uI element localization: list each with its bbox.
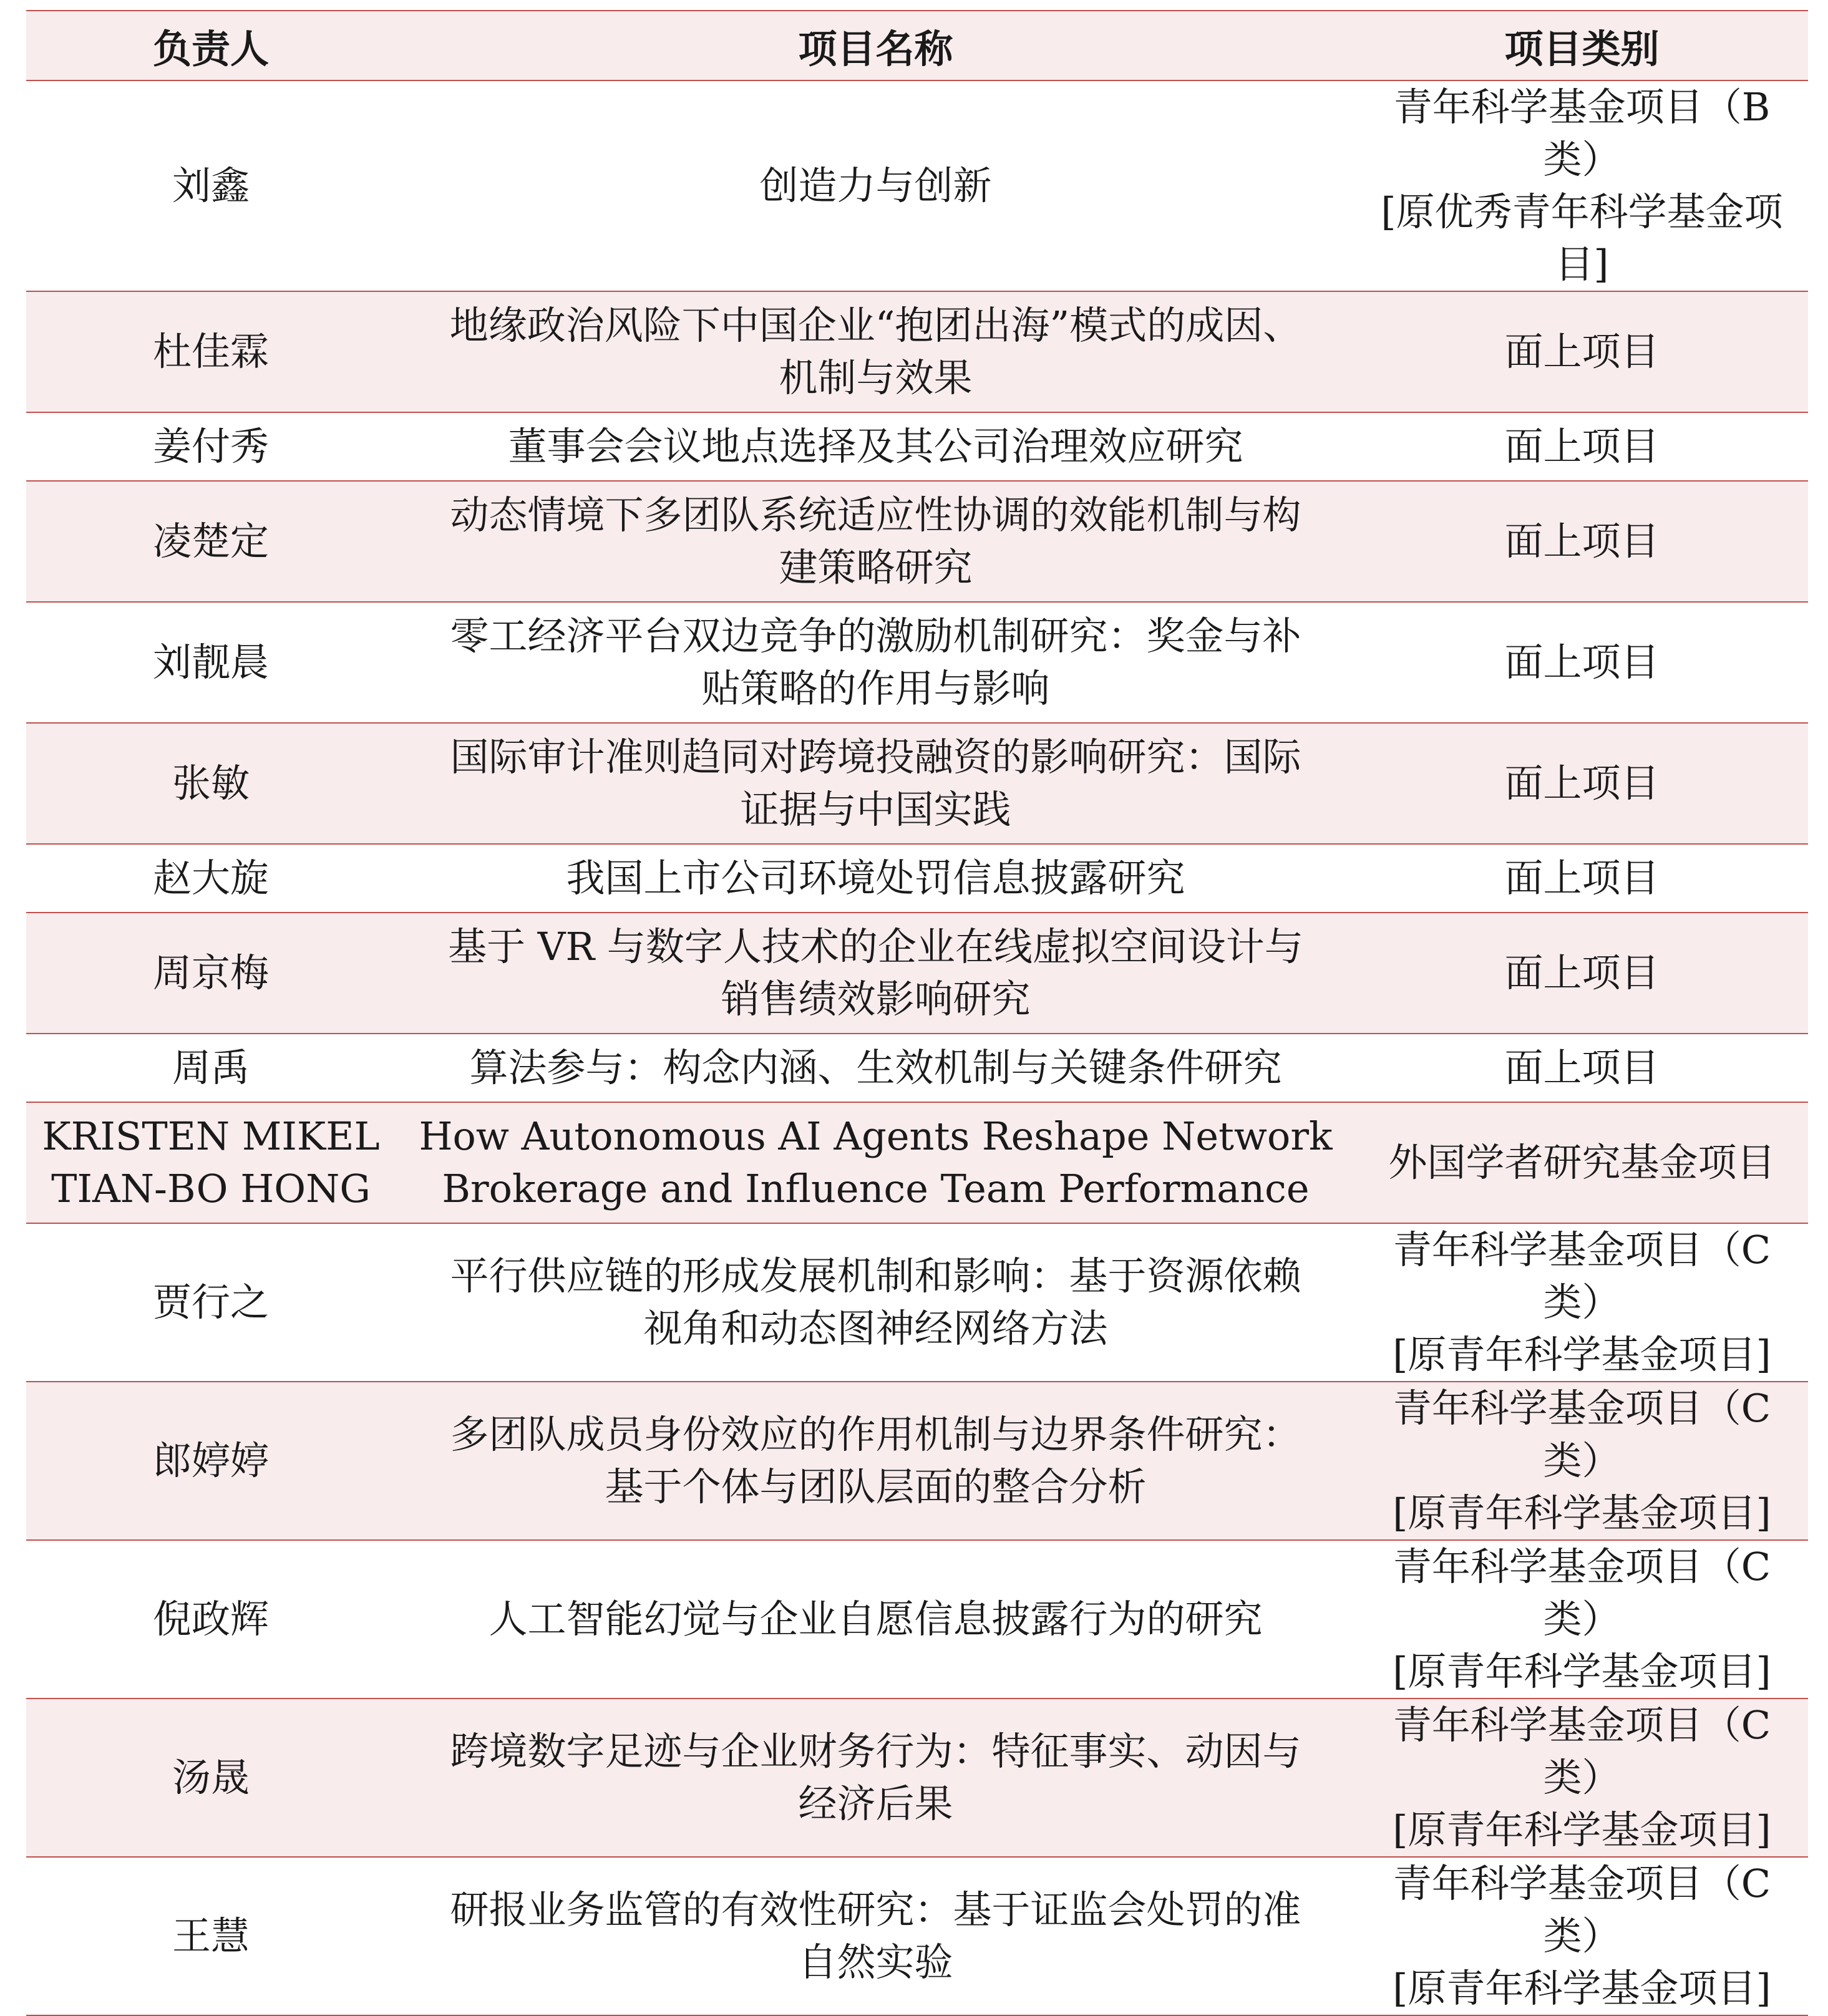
project-category-cell: 面上项目 [1356, 844, 1808, 913]
project-category-cell: 面上项目 [1356, 412, 1808, 481]
table-row [26, 1540, 1808, 1699]
project-name-cell: 我国上市公司环境处罚信息披露研究 [396, 844, 1356, 913]
project-category-cell: 青年科学基金项目（C 类） [原青年科学基金项目] [1356, 1223, 1808, 1382]
table-row [26, 1223, 1808, 1382]
project-name-cell: 算法参与：构念内涵、生效机制与关键条件研究 [396, 1034, 1356, 1102]
header-row [26, 11, 1808, 80]
table-row [26, 1102, 1808, 1223]
header-project-category: 项目类别 [1356, 11, 1808, 80]
table-row [26, 602, 1808, 723]
project-category-cell: 面上项目 [1356, 291, 1808, 412]
leader-cell: 郎婷婷 [26, 1382, 396, 1540]
project-category-cell: 青年科学基金项目（C 类） [原青年科学基金项目] [1356, 1699, 1808, 1857]
project-name-cell: 地缘政治风险下中国企业“抱团出海”模式的成因、 机制与效果 [396, 291, 1356, 412]
table-row [26, 412, 1808, 481]
leader-cell: 周京梅 [26, 913, 396, 1034]
project-name-cell: 零工经济平台双边竞争的激励机制研究：奖金与补 贴策略的作用与影响 [396, 602, 1356, 723]
table-row [26, 723, 1808, 844]
header-project-name: 项目名称 [396, 11, 1356, 80]
table-row [26, 1034, 1808, 1102]
project-category-cell: 面上项目 [1356, 1034, 1808, 1102]
project-category-cell: 面上项目 [1356, 723, 1808, 844]
leader-cell: 张敏 [26, 723, 396, 844]
leader-cell: 杜佳霖 [26, 291, 396, 412]
leader-cell: 刘靓晨 [26, 602, 396, 723]
project-name-cell: 基于 VR 与数字人技术的企业在线虚拟空间设计与 销售绩效影响研究 [396, 913, 1356, 1034]
table-row [26, 481, 1808, 602]
table-row [26, 913, 1808, 1034]
leader-cell: 汤晟 [26, 1699, 396, 1857]
project-table [26, 10, 1808, 2016]
project-name-cell: How Autonomous AI Agents Reshape Network Brokerage and Influence Team Performance [396, 1102, 1356, 1223]
project-name-cell: 研报业务监管的有效性研究：基于证监会处罚的准 自然实验 [396, 1857, 1356, 2015]
leader-cell: 刘鑫 [26, 80, 396, 291]
project-category-cell: 青年科学基金项目（C 类） [原青年科学基金项目] [1356, 1382, 1808, 1540]
project-table-container [26, 10, 1808, 2016]
table-row [26, 1699, 1808, 1857]
leader-cell: 王慧 [26, 1857, 396, 2015]
project-name-cell: 董事会会议地点选择及其公司治理效应研究 [396, 412, 1356, 481]
project-category-cell: 面上项目 [1356, 602, 1808, 723]
leader-cell: 凌楚定 [26, 481, 396, 602]
project-category-cell: 面上项目 [1356, 481, 1808, 602]
leader-cell: 周禹 [26, 1034, 396, 1102]
leader-cell: 赵大旋 [26, 844, 396, 913]
project-name-cell: 多团队成员身份效应的作用机制与边界条件研究： 基于个体与团队层面的整合分析 [396, 1382, 1356, 1540]
table-row [26, 291, 1808, 412]
project-name-cell: 人工智能幻觉与企业自愿信息披露行为的研究 [396, 1540, 1356, 1699]
table-row [26, 844, 1808, 913]
leader-cell: 姜付秀 [26, 412, 396, 481]
table-row [26, 1382, 1808, 1540]
table-row [26, 80, 1808, 291]
project-category-cell: 外国学者研究基金项目 [1356, 1102, 1808, 1223]
header-leader: 负责人 [26, 11, 396, 80]
leader-cell: 倪政辉 [26, 1540, 396, 1699]
leader-cell: KRISTEN MIKEL TIAN-BO HONG [26, 1102, 396, 1223]
table-row [26, 1857, 1808, 2015]
project-name-cell: 跨境数字足迹与企业财务行为：特征事实、动因与 经济后果 [396, 1699, 1356, 1857]
project-category-cell: 青年科学基金项目（B 类） [原优秀青年科学基金项目] [1356, 80, 1808, 291]
project-name-cell: 动态情境下多团队系统适应性协调的效能机制与构 建策略研究 [396, 481, 1356, 602]
project-category-cell: 青年科学基金项目（C 类） [原青年科学基金项目] [1356, 1540, 1808, 1699]
project-name-cell: 创造力与创新 [396, 80, 1356, 291]
project-name-cell: 国际审计准则趋同对跨境投融资的影响研究：国际 证据与中国实践 [396, 723, 1356, 844]
project-name-cell: 平行供应链的形成发展机制和影响：基于资源依赖 视角和动态图神经网络方法 [396, 1223, 1356, 1382]
project-category-cell: 面上项目 [1356, 913, 1808, 1034]
project-category-cell: 青年科学基金项目（C 类） [原青年科学基金项目] [1356, 1857, 1808, 2015]
leader-cell: 贾行之 [26, 1223, 396, 1382]
